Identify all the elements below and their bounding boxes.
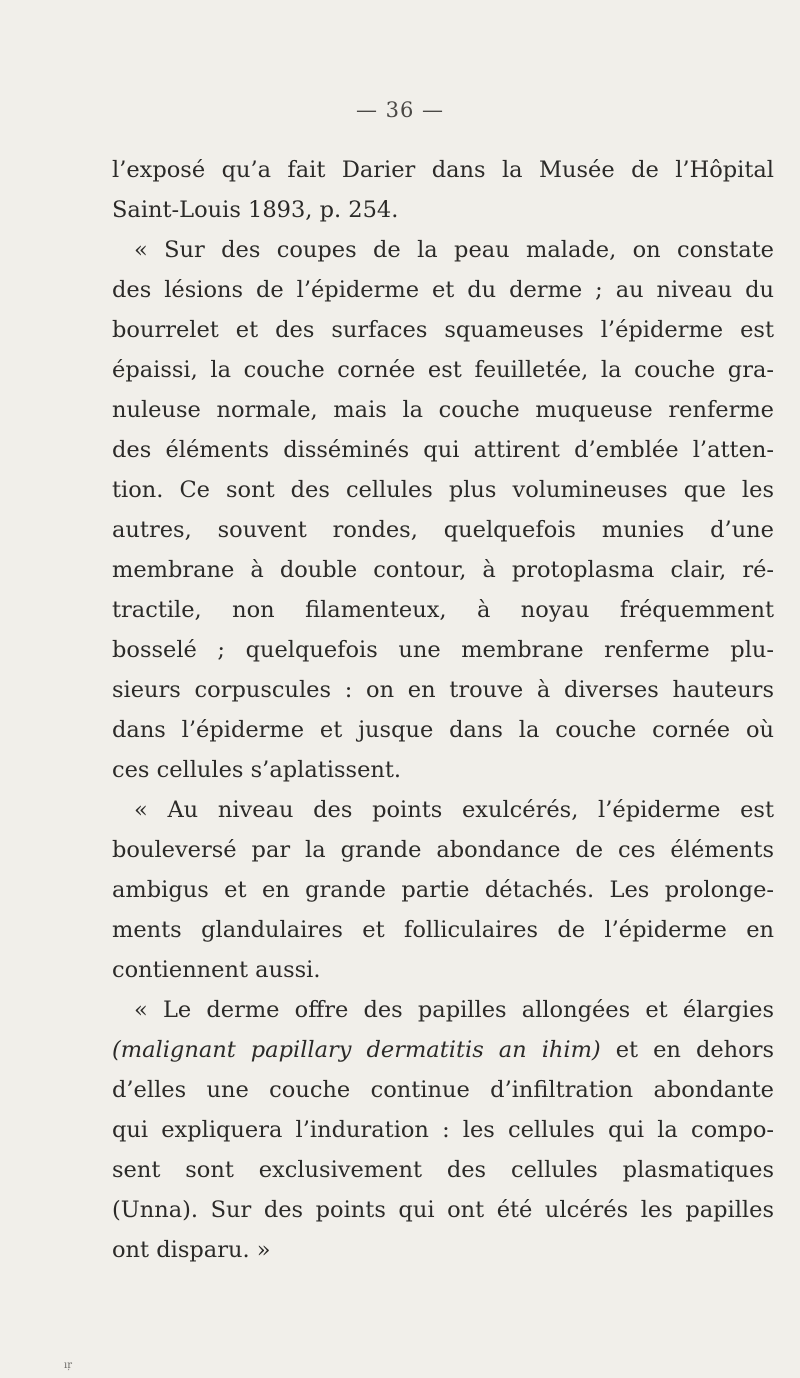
text-line-with-italic (112, 1030, 774, 1070)
text-line: bosselé ; quelquefois une membrane renferme plu- (112, 637, 774, 663)
paragraph-start-line: « Sur des coupes de la peau malade, on constate (134, 237, 774, 263)
paragraph-start-line: « Le derme offre des papilles allongées et élargies (134, 997, 774, 1023)
text-line: membrane à double contour, à protoplasma clair, ré- (112, 557, 774, 583)
text-line: des lésions de l’épiderme et du derme ; au niveau du (112, 277, 774, 303)
text-line: sent sont exclusivement des cellules plasmatiques (112, 1157, 774, 1183)
text-line: sieurs corpuscules : on en trouve à diverses hauteurs (112, 677, 774, 703)
text-line: des éléments disséminés qui attirent d’emblée l’atten- (112, 437, 774, 463)
text-line: nuleuse normale, mais la couche muqueuse renferme (112, 397, 774, 423)
text-line: ambigus et en grande partie détachés. Les prolonge- (112, 877, 774, 903)
page-number: — 36 — (355, 98, 445, 122)
text-line: qui expliquera l’induration : les cellules qui la compo- (112, 1117, 774, 1143)
text-line-tail: et en dehors (615, 1037, 775, 1063)
text-line: dans l’épiderme et jusque dans la couche cornée où (112, 717, 774, 743)
text-line: bourrelet et des surfaces squameuses l’épiderme est (112, 317, 774, 343)
text-line: bouleversé par la grande abondance de ces éléments (112, 837, 774, 863)
text-line: autres, souvent rondes, quelquefois munies d’une (112, 517, 774, 543)
text-line: contiennent aussi. (112, 957, 321, 983)
corner-mark: ıŗ (64, 1360, 72, 1371)
text-line: tractile, non filamenteux, à noyau fréquemment (112, 597, 774, 623)
text-line: d’elles une couche continue d’infiltration abondante (112, 1077, 774, 1103)
text-line: tion. Ce sont des cellules plus volumineuses que les (112, 477, 774, 503)
body-text (112, 150, 774, 1270)
text-line: ont disparu. » (112, 1237, 271, 1263)
text-line: ments glandulaires et folliculaires de l’épiderme en (112, 917, 774, 943)
paragraph-start-line: « Au niveau des points exulcérés, l’épiderme est (134, 797, 774, 823)
text-line: (Unna). Sur des points qui ont été ulcérés les papilles (112, 1197, 774, 1223)
text-line: Saint-Louis 1893, p. 254. (112, 197, 399, 223)
italic-phrase: (malignant papillary dermatitis an ihim) (112, 1037, 601, 1063)
text-line: l’exposé qu’a fait Darier dans la Musée de l’Hôpital (112, 157, 774, 183)
text-line: épaissi, la couche cornée est feuilletée, la couche gra- (112, 357, 774, 383)
text-line: ces cellules s’aplatissent. (112, 757, 402, 783)
